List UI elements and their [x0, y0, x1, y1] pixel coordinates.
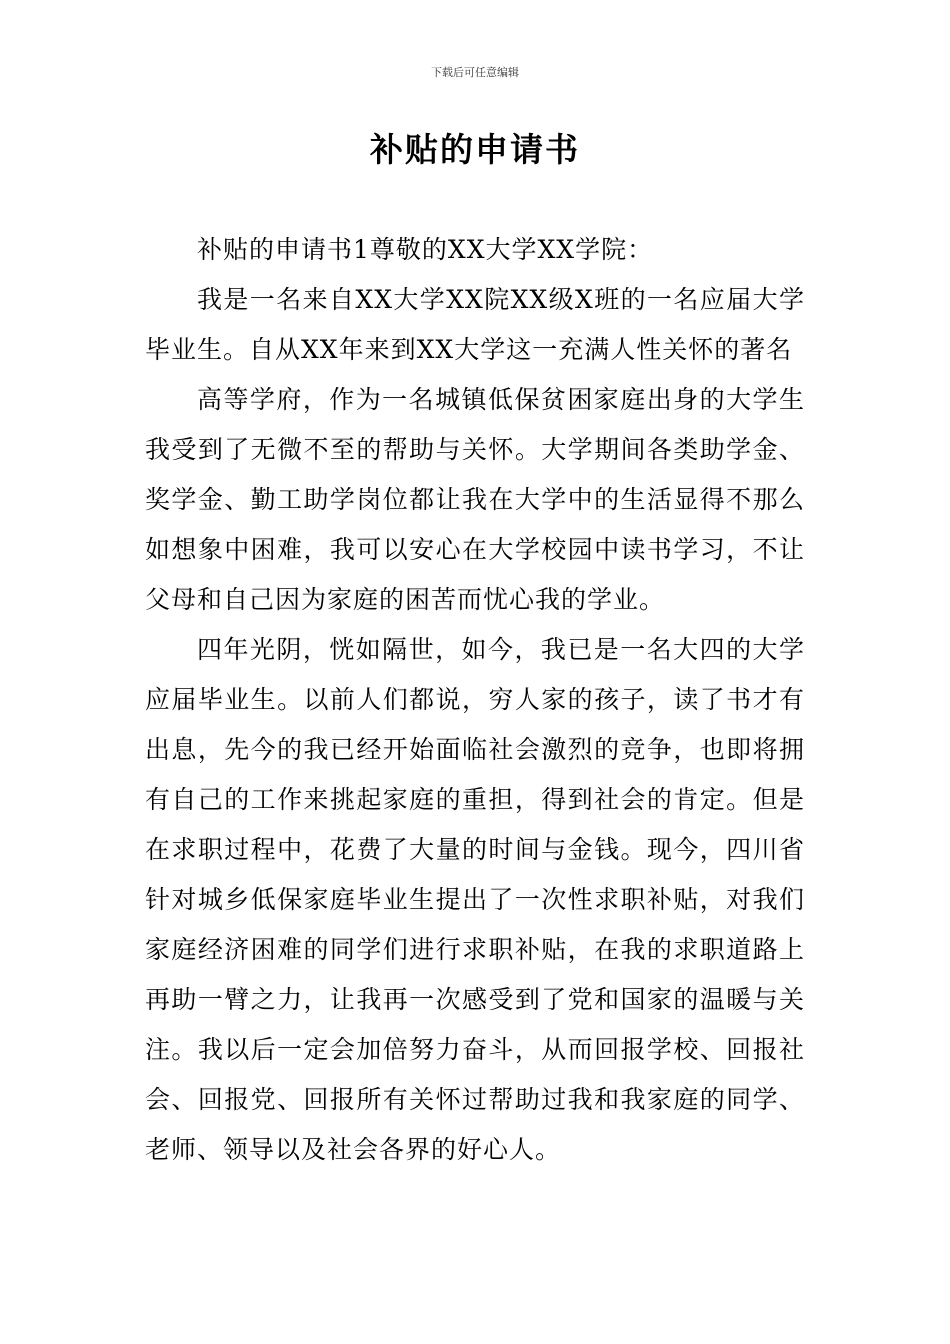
document-title: 补贴的申请书	[370, 130, 580, 169]
document-body	[145, 225, 805, 1175]
header-note: 下载后可任意编辑	[431, 66, 519, 79]
paragraph-job-subsidy-request: 四年光阴，恍如隔世，如今，我已是一名大四的大学应届毕业生。以前人们都说，穷人家的孩子，读了书才有出息，先今的我已经开始面临社会激烈的竞争，也即将拥有自己的工作来挑起家庭的重担，得到社会的肯定。但是在求职过程中，花费了大量的时间与金钱。现今，四川省针对城乡低保家庭毕业生提出了一次性求职补贴，对我们家庭经济困难的同学们进行求职补贴，在我的求职道路上再助一臂之力，让我再一次感受到了党和国家的温暖与关注。我以后一定会加倍努力奋斗，从而回报学校、回报社会、回报党、回报所有关怀过帮助过我和我家庭的同学、老师、领导以及社会各界的好心人。	[145, 635, 805, 1164]
paragraph-salutation: 补贴的申请书1尊敬的XX大学XX学院：	[197, 235, 654, 264]
paragraph-university-support: 高等学府，作为一名城镇低保贫困家庭出身的大学生我受到了无微不至的帮助与关怀。大学期间各类助学金、奖学金、勤工助学岗位都让我在大学中的生活显得不那么如想象中困难，我可以安心在大学校园中读书学习，不让父母和自己因为家庭的困苦而忧心我的学业。	[145, 385, 805, 614]
paragraph-introduction: 我是一名来自XX大学XX院XX级X班的一名应届大学毕业生。自从XX年来到XX大学这一充满人性关怀的著名	[145, 285, 805, 364]
